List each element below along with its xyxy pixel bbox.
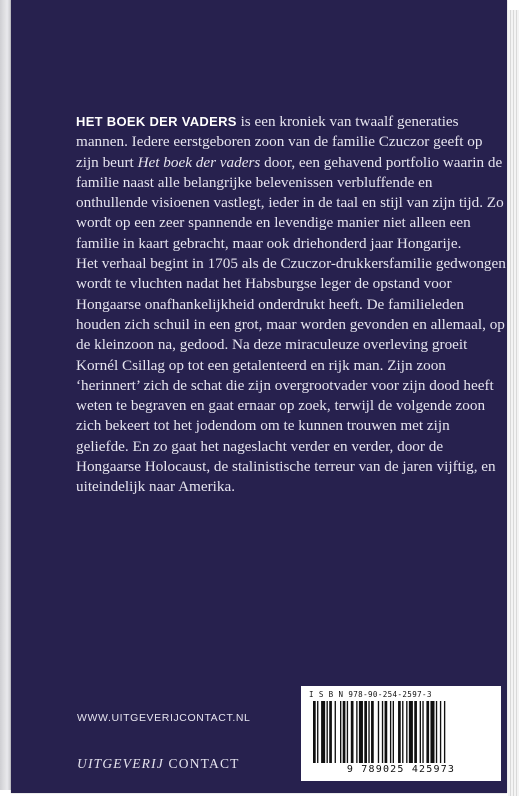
barcode-panel bbox=[301, 686, 501, 781]
blurb-text bbox=[76, 112, 506, 498]
barcode-stripe bbox=[398, 701, 401, 763]
barcode-stripe bbox=[385, 701, 388, 763]
barcode-stripe bbox=[329, 701, 332, 763]
barcode-stripe bbox=[393, 701, 394, 763]
barcode-stripe bbox=[436, 701, 437, 763]
barcode-stripe bbox=[371, 701, 374, 763]
isbn-label: I S B N 978-90-254-2597-3 bbox=[309, 690, 432, 699]
publisher-logo-regular: CONTACT bbox=[163, 756, 240, 771]
barcode-stripe bbox=[321, 701, 325, 763]
blurb-italic-title: Het boek der vaders bbox=[137, 153, 261, 171]
barcode-icon bbox=[309, 701, 493, 763]
book-title-lead: HET BOEK DER VADERS bbox=[76, 114, 237, 129]
blurb-paragraph-1-part-a: is een kroniek van twaalf generaties mannen. Iedere eerstgeboren zoon van de familie Czuczor geeft op zijn beurt bbox=[76, 113, 483, 171]
barcode-stripe bbox=[343, 701, 346, 763]
barcode-stripe bbox=[368, 701, 369, 763]
barcode-stripe bbox=[402, 701, 403, 763]
barcode-stripe bbox=[340, 701, 341, 763]
barcode-stripe bbox=[409, 701, 413, 763]
publisher-logo-italic: UITGEVERIJ bbox=[77, 756, 164, 771]
cover-panel bbox=[11, 0, 507, 793]
barcode-stripe bbox=[335, 701, 336, 763]
barcode-digits: 9 789025 425973 bbox=[346, 764, 456, 775]
barcode-stripe bbox=[406, 701, 407, 763]
barcode-stripe bbox=[378, 701, 379, 763]
barcode-stripe bbox=[390, 701, 391, 763]
blurb-paragraph-1 bbox=[76, 112, 506, 254]
page-edge bbox=[508, 10, 519, 796]
barcode-stripe bbox=[327, 701, 328, 763]
publisher-logo bbox=[77, 756, 240, 772]
barcode-stripe bbox=[351, 701, 354, 763]
barcode-stripe bbox=[359, 701, 363, 763]
barcode-stripe bbox=[440, 701, 441, 763]
barcode-stripe bbox=[317, 701, 318, 763]
barcode-stripe bbox=[356, 701, 357, 763]
blurb-paragraph-1-part-b: door, een gehavend portfolio waarin de familie naast alle belangrijke belevenissen verbluffende en onthullende visioenen vastlegt, ieder in de taal en stijl van zijn tijd. Zo wordt op een zeer spannende en levendige manier niet alleen een familie in kaart gebracht, maar ook driehonderd jaar Hongarije. bbox=[76, 153, 504, 252]
barcode-stripe bbox=[382, 701, 383, 763]
blurb-paragraph-2: Het verhaal begint in 1705 als de Czuczor-drukkersfamilie gedwongen wordt te vluchten nadat het Habsburgse leger de opstand voor Hongaarse onafhankelijkheid onderdrukt heeft. De familieleden houden zich schuil in een grot, maar worden gevonden en allemaal, op de kleinzoon na, gedood. Na deze miraculeuze overleving groeit Kornél Csillag op tot een getalenteerd en rijk man. Zijn zoon ‘herinnert’ zich de schat die zijn overgrootvader voor zijn dood heeft weten te begraven en gaat ernaar op zoek, terwijl de volgende zoon zich bekeert tot het jodendom om te kunnen trouwen met zijn geliefde. En zo gaat het nageslacht verder en verder, door de Hongaarse Holocaust, de stalinistische terreur van de jaren vijftig, en uiteindelijk naar Amerika. bbox=[76, 255, 506, 496]
barcode-stripe bbox=[364, 701, 367, 763]
barcode-stripe bbox=[347, 701, 348, 763]
barcode-stripe bbox=[420, 701, 421, 763]
barcode-stripe bbox=[426, 701, 429, 763]
barcode-stripe bbox=[444, 701, 445, 763]
barcode-stripe bbox=[313, 701, 316, 763]
barcode-stripe bbox=[414, 701, 417, 763]
publisher-website: WWW.UITGEVERIJCONTACT.NL bbox=[77, 712, 251, 724]
barcode-stripe bbox=[422, 701, 423, 763]
barcode-stripe bbox=[430, 701, 434, 763]
